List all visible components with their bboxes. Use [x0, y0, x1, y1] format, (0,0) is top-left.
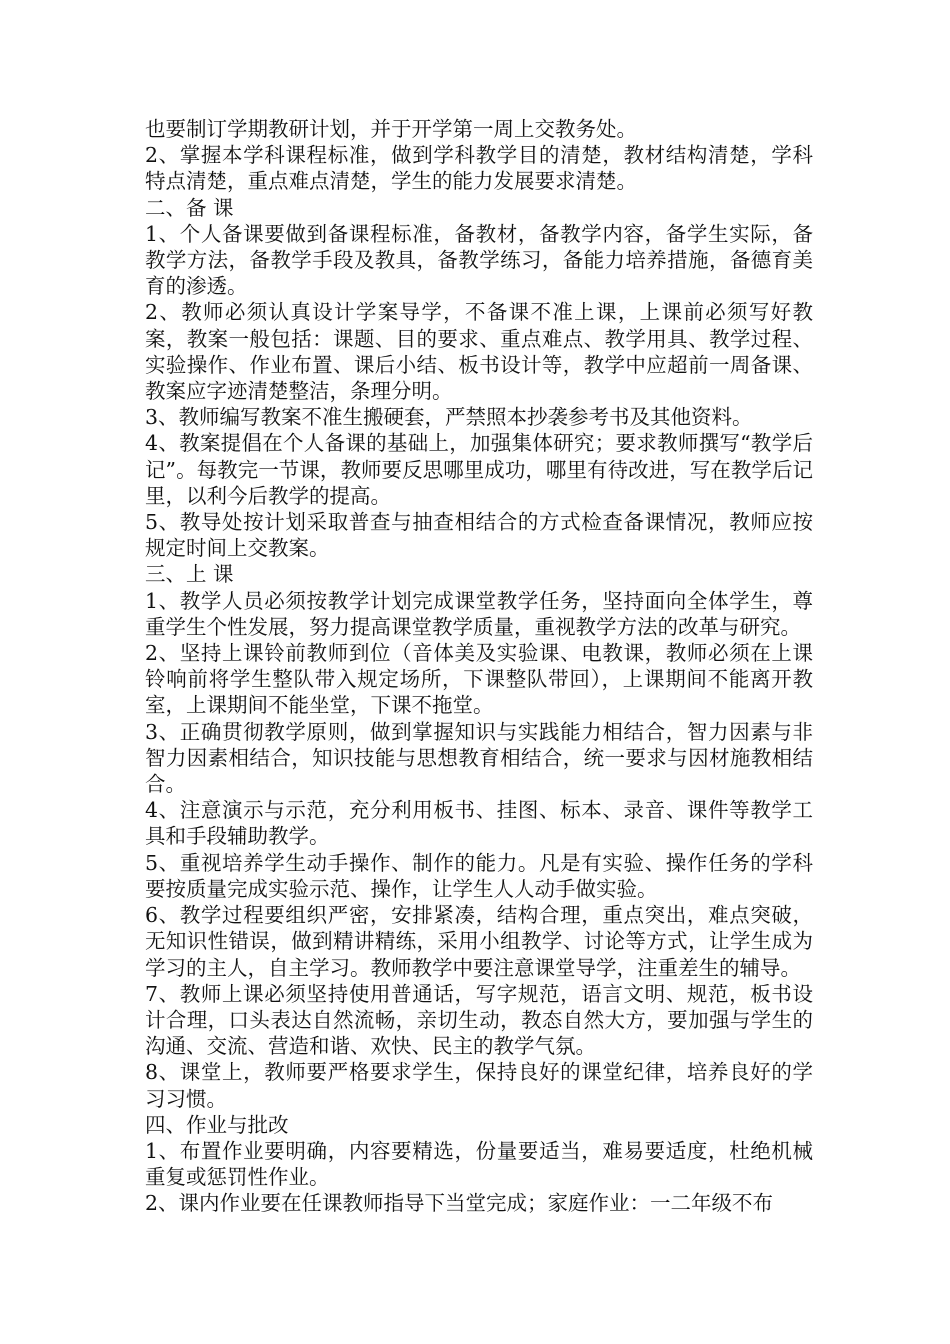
- paragraph: 2、坚持上课铃前教师到位（音体美及实验课、电教课，教师必须在上课铃响前将学生整队带入规定场所，下课整队带回），上课期间不能离开教室，上课期间不能坐堂，下课不拖堂。: [145, 641, 813, 718]
- paragraph: 2、掌握本学科课程标准，做到学科教学目的清楚，教材结构清楚，学科特点清楚，重点难点清楚，学生的能力发展要求清楚。: [145, 143, 813, 194]
- paragraph: 7、教师上课必须坚持使用普通话，写字规范，语言文明、规范，板书设计合理，口头表达自然流畅，亲切生动，教态自然大方，要加强与学生的沟通、交流、营造和谐、欢快、民主的教学气氛。: [145, 981, 813, 1059]
- paragraph: 也要制订学期教研计划，并于开学第一周上交教务处。: [145, 117, 637, 141]
- paragraph: 2、教师必须认真设计学案导学，不备课不准上课，上课前必须写好教案，教案一般包括：课题、目的要求、重点难点、教学用具、教学过程、实验操作、作业布置、课后小结、板书设计等，教学中应超前一周备课、教案应字迹清楚整洁，条理分明。: [145, 300, 813, 404]
- paragraph: 4、教案提倡在个人备课的基础上，加强集体研究；要求教师撰写“教学后记”。每教完一节课，教师要反思哪里成功，哪里有待改进，写在教学后记里，以利今后教学的提高。: [145, 431, 813, 508]
- paragraph: 3、正确贯彻教学原则，做到掌握知识与实践能力相结合，智力因素与非智力因素相结合，知识技能与思想教育相结合，统一要求与因材施教相结合。: [145, 719, 813, 797]
- paragraph: 5、重视培养学生动手操作、制作的能力。凡是有实验、操作任务的学科要按质量完成实验示范、操作，让学生人人动手做实验。: [145, 850, 813, 901]
- paragraph: 1、布置作业要明确，内容要精选，份量要适当，难易要适度，杜绝机械重复或惩罚性作业。: [145, 1138, 813, 1190]
- paragraph: 6、教学过程要组织严密，安排紧凑，结构合理，重点突出，难点突破，无知识性错误，做到精讲精练，采用小组教学、讨论等方式，让学生成为学习的主人，自主学习。教师教学中要注意课堂导学，注重差生的辅导。: [145, 903, 813, 980]
- section-heading: 三、上 课: [145, 562, 234, 587]
- paragraph: 8、课堂上，教师要严格要求学生，保持良好的课堂纪律，培养良好的学习习惯。: [145, 1060, 813, 1111]
- section-heading: 四、作业与批改: [145, 1112, 289, 1137]
- paragraph: 5、教导处按计划采取普查与抽查相结合的方式检查备课情况，教师应按规定时间上交教案。: [145, 510, 813, 561]
- section-heading: 二、备 课: [145, 195, 234, 220]
- paragraph: 4、注意演示与示范，充分利用板书、挂图、标本、录音、课件等教学工具和手段辅助教学。: [145, 798, 813, 849]
- paragraph: 2、课内作业要在任课教师指导下当堂完成；家庭作业：一二年级不布: [145, 1191, 774, 1216]
- paragraph: 1、教学人员必须按教学计划完成课堂教学任务，坚持面向全体学生，尊重学生个性发展，努力提高课堂教学质量，重视教学方法的改革与研究。: [145, 588, 813, 639]
- paragraph: 1、个人备课要做到备课程标准，备教材，备教学内容，备学生实际，备教学方法，备教学手段及教具，备教学练习，备能力培养措施，备德育美育的渗透。: [145, 221, 813, 299]
- document-page: [145, 116, 813, 1217]
- paragraph: 3、教师编写教案不准生搬硬套，严禁照本抄袭参考书及其他资料。: [145, 405, 753, 430]
